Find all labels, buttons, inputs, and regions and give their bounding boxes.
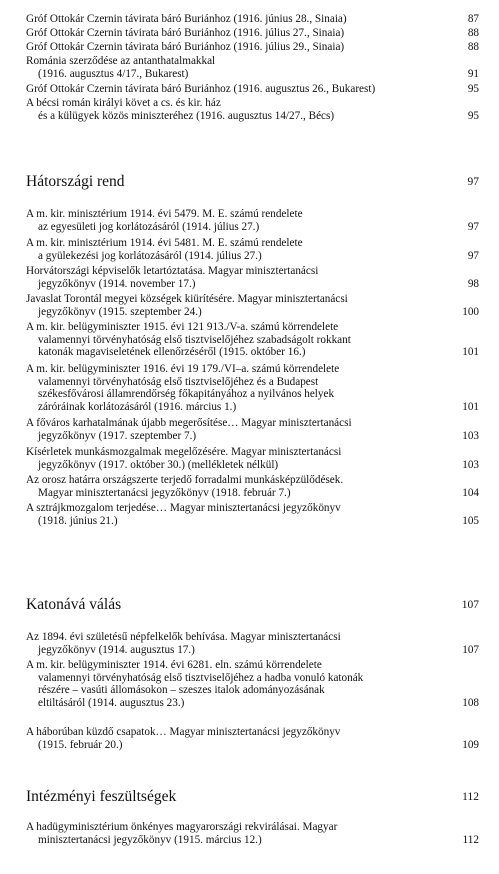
toc-entry xyxy=(26,363,479,413)
toc-entry xyxy=(26,321,479,359)
toc-entry-text: (1918. június 21.) xyxy=(38,514,118,527)
toc-page-number: 88 xyxy=(467,41,479,53)
section-heading xyxy=(26,173,479,191)
section-heading xyxy=(26,788,479,806)
toc-entry-text: a gyülekezési jog korlátozásáról (1914. július 27.) xyxy=(38,249,262,262)
toc-page-number: 97 xyxy=(467,220,479,233)
toc-entry-text: (1916. augusztus 4/17., Bukarest) xyxy=(38,67,189,80)
toc-page-number: 87 xyxy=(467,13,479,25)
toc-entry-text: valamennyi törvényhatóság első tisztviselőjéhez szabadságolt rokkant xyxy=(38,333,351,346)
section-heading xyxy=(26,596,479,614)
toc-entry-text: valamennyi törvényhatóság első tisztviselőjéhez a hadba vonuló katonák xyxy=(38,671,364,684)
toc-entry-text: valamennyi törvényhatóság első tisztviselőjéhez és a Budapest xyxy=(38,375,319,388)
toc-page-number: 98 xyxy=(467,277,479,290)
toc-entry-text: A m. kir. belügyminiszter 1916. évi 19 179./VI–a. számú körrendelete xyxy=(26,363,340,375)
toc-entry-text: A főváros karhatalmának újabb megerősítése… Magyar minisztertanácsi xyxy=(26,417,352,429)
toc-page-number: 95 xyxy=(467,83,479,95)
toc-entry-text: és a külügyek közös miniszteréhez (1916. augusztus 14/27., Bécs) xyxy=(38,109,335,122)
toc-page-number: 95 xyxy=(467,109,479,122)
toc-entry-text: Kísérletek munkásmozgalmak megelőzésére. Magyar minisztertanácsi xyxy=(26,446,342,458)
toc-entry-text: jegyzőkönyv (1917. szeptember 7.) xyxy=(38,429,197,442)
toc-entry-text: záróráinak korlátozásáról (1916. március 1.) xyxy=(38,400,237,413)
toc-entry-text: Románia szerződése az antanthatalmakkal xyxy=(26,55,216,67)
toc-entry-text: Gróf Ottokár Czernin távirata báró Buriánhoz (1916. június 28., Sinaia) xyxy=(26,13,347,25)
toc-entry xyxy=(26,13,479,26)
toc-entry xyxy=(26,417,479,442)
toc-entry xyxy=(26,502,479,527)
toc-entry-text: A m. kir. belügyminiszter 1914. évi 6281. eln. számú körrendelete xyxy=(26,659,322,671)
toc-page-number: 103 xyxy=(462,429,479,442)
toc-entry-text: Az orosz határra országszerte terjedő forradalmi munkásképzülődések. xyxy=(26,474,344,486)
section-page-number: 107 xyxy=(461,599,479,611)
toc-entry-text: Gróf Ottokár Czernin távirata báró Buriánhoz (1916. augusztus 26., Bukarest) xyxy=(26,83,376,95)
toc-entry-text: Gróf Ottokár Czernin távirata báró Buriánhoz (1916. július 27., Sinaia) xyxy=(26,27,345,39)
section-title: Intézményi feszültségek xyxy=(26,788,177,805)
toc-entry-text: minisztertanácsi jegyzőkönyv (1915. március 12.) xyxy=(38,833,262,846)
toc-entry-text: jegyzőkönyv (1914. november 17.) xyxy=(38,277,196,290)
toc-page-number: 88 xyxy=(467,27,479,39)
toc-entry-text: székesfővárosi államrendőrség főkapitányához a nyilvános helyek xyxy=(38,388,335,401)
toc-entry xyxy=(26,55,479,80)
toc-page-number: 100 xyxy=(462,305,479,318)
toc-entry-text: Gróf Ottokár Czernin távirata báró Buriánhoz (1916. július 29., Sinaia) xyxy=(26,41,345,53)
toc-entry-text: részére – vasúti állomásokon – szeszes italok adományozásának xyxy=(38,684,325,697)
toc-entry-text: jegyzőkönyv (1917. október 30.) (mellékletek nélkül) xyxy=(38,458,279,471)
toc-entry xyxy=(26,27,479,40)
toc-page-number: 104 xyxy=(462,486,479,499)
toc-page-number: 103 xyxy=(462,458,479,471)
toc-page-number: 101 xyxy=(462,400,479,413)
toc-entry-text: Horvátországi képviselők letartóztatása. Magyar minisztertanácsi xyxy=(26,265,319,277)
section-title: Katonává válás xyxy=(26,596,122,613)
toc-entry xyxy=(26,208,479,233)
toc-page-number: 108 xyxy=(462,696,479,709)
toc-page-number: 97 xyxy=(467,249,479,262)
toc-entry-text: A bécsi román királyi követ a cs. és kir. ház xyxy=(26,97,221,109)
toc-entry xyxy=(26,631,479,656)
toc-entry xyxy=(26,265,479,290)
toc-entry xyxy=(26,659,479,709)
toc-entry xyxy=(26,474,479,499)
toc-entry-text: (1915. február 20.) xyxy=(38,738,123,751)
section-page-number: 112 xyxy=(462,791,479,803)
toc-entry-text: A háborúban küzdő csapatok… Magyar minisztertanácsi jegyzőkönyv xyxy=(26,726,341,738)
toc-entry-text: Az 1894. évi születésű népfelkelők behívása. Magyar minisztertanácsi xyxy=(26,631,341,643)
toc-page-number: 91 xyxy=(467,67,479,80)
toc-entry xyxy=(26,446,479,471)
toc-entry-text: katonák magaviseletének ellenőrzéséről (1915. október 16.) xyxy=(38,346,306,359)
toc-page-number: 105 xyxy=(462,514,479,527)
section-page-number: 97 xyxy=(467,176,479,188)
toc-page-number: 112 xyxy=(462,833,479,846)
toc-entry-text: A m. kir. minisztérium 1914. évi 5481. M. E. számú rendelete xyxy=(26,237,303,249)
toc-entry-text: A m. kir. minisztérium 1914. évi 5479. M. E. számú rendelete xyxy=(26,208,303,220)
toc-entry-text: jegyzőkönyv (1914. augusztus 17.) xyxy=(38,643,195,656)
section-title: Hátországi rend xyxy=(26,173,125,190)
toc-entry-text: A sztrájkmozgalom terjedése… Magyar minisztertanácsi jegyzőkönyv xyxy=(26,502,341,514)
toc-entry-text: Javaslat Torontál megyei községek kiürítésére. Magyar minisztertanácsi xyxy=(26,293,348,305)
toc-page-number: 107 xyxy=(462,643,479,656)
toc-page-number: 101 xyxy=(462,346,479,359)
toc-entry xyxy=(26,821,479,846)
toc-entry-text: az egyesületi jog korlátozásáról (1914. július 27.) xyxy=(38,220,260,233)
toc-entry xyxy=(26,293,479,318)
toc-entry-text: A m. kir. belügyminiszter 1915. évi 121 913./V-a. számú körrendelete xyxy=(26,321,339,333)
toc-entry-text: eltiltásáról (1914. augusztus 23.) xyxy=(38,696,185,709)
toc-entry xyxy=(26,41,479,54)
toc-entry-text: A hadügyminisztérium önkényes magyarországi rekvirálásai. Magyar xyxy=(26,821,338,833)
toc-entry-text: jegyzőkönyv (1915. szeptember 24.) xyxy=(38,305,202,318)
toc-entry xyxy=(26,83,479,96)
toc-entry xyxy=(26,237,479,262)
toc-entry-text: Magyar minisztertanácsi jegyzőkönyv (1918. február 7.) xyxy=(38,486,291,499)
toc-page-number: 109 xyxy=(462,738,479,751)
toc-entry xyxy=(26,726,479,751)
toc-entry xyxy=(26,97,479,122)
